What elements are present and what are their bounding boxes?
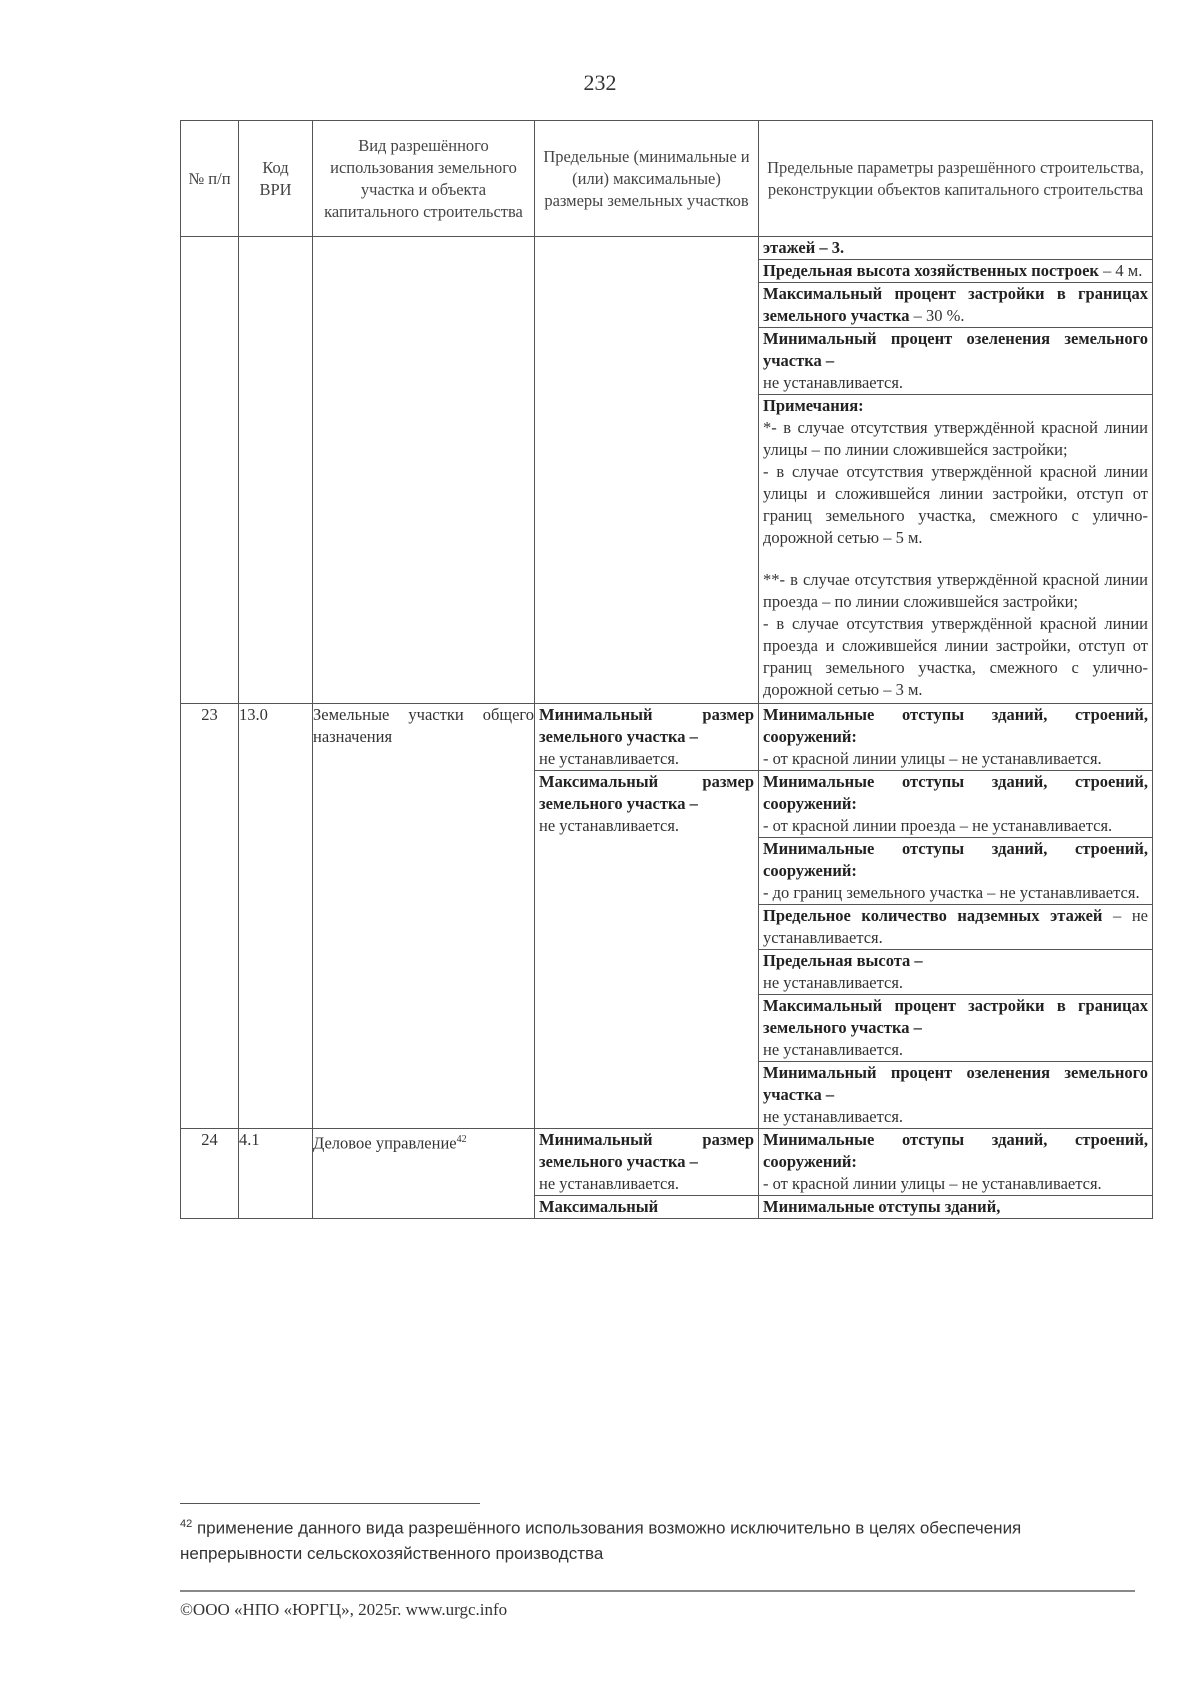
param-setback-border: Минимальные отступы зданий, строений, сооружений: - до границ земельного участка – не устанавливается. [759, 838, 1152, 905]
table-row-24 [181, 1129, 1153, 1219]
row-kind: Деловое управление$^{42}$ [313, 1129, 535, 1219]
sizes-cell [535, 704, 759, 1129]
param-floors-tail: этажей – 3. [759, 237, 1152, 260]
footnote: $^{42}$ применение данного вида разрешённого использования возможно исключительно в целях обеспечения непрерывности сельскохозяйственного производства [180, 1518, 1022, 1563]
params-cell [759, 704, 1153, 1129]
param-height: Предельная высота – не устанавливается. [759, 950, 1152, 995]
footnote-divider [180, 1503, 480, 1504]
table-row-23 [181, 704, 1153, 1129]
param-setback-street: Минимальные отступы зданий, строений, сооружений: - от красной линии улицы – не устанавливается. [759, 704, 1152, 771]
regulations-table [180, 120, 1153, 1219]
params-cell [759, 237, 1153, 704]
param-setback-cut: Минимальные отступы зданий, [763, 1197, 1001, 1216]
footer-copyright: ©ООО «НПО «ЮРГЦ», 2025г. www.urgc.info [180, 1600, 508, 1619]
note-4: - в случае отсутствия утверждённой красной линии проезда и сложившейся линии застройки, отступ от границ земельного участка, смежного с улично-дорожной сетью – 3 м. [763, 614, 1148, 699]
min-size: Минимальный размер земельного участка – не устанавливается. [535, 704, 758, 771]
notes [759, 395, 1152, 703]
sizes-cell [535, 1129, 759, 1219]
page-number: 232 [583, 70, 617, 95]
param-green-percent: Минимальный процент озеленения земельного участка – не устанавливается. [763, 1063, 1148, 1126]
header-code: Код ВРИ [239, 121, 313, 237]
params-cell [759, 1129, 1153, 1219]
table-row-continued [181, 237, 1153, 704]
note-2: - в случае отсутствия утверждённой красной линии улицы и сложившейся линии застройки, отступ от границ земельного участка, смежного с улично-дорожной сетью – 5 м. [763, 462, 1148, 547]
param-build-percent: Максимальный процент застройки в границах земельного участка – 30 %. [759, 283, 1152, 328]
header-kind: Вид разрешённого использования земельного участка и объекта капитального строительства [313, 121, 535, 237]
max-size: Максимальный [539, 1197, 659, 1216]
header-params: Предельные параметры разрешённого строительства, реконструкции объектов капитального строительства [759, 121, 1153, 237]
note-3: **- в случае отсутствия утверждённой красной линии проезда – по линии сложившейся застройки; [763, 570, 1148, 611]
footnote-ref: 42 [456, 1134, 467, 1145]
header-num: № п/п [181, 121, 239, 237]
note-1: *- в случае отсутствия утверждённой красной линии улицы – по линии сложившейся застройки; [763, 418, 1148, 459]
row-number: 23 [181, 704, 239, 1129]
min-size: Минимальный размер земельного участка – не устанавливается. [535, 1129, 758, 1196]
param-setback-street: Минимальные отступы зданий, строений, сооружений: - от красной линии улицы – не устанавливается. [759, 1129, 1152, 1196]
row-kind: Земельные участки общего назначения [313, 704, 535, 1129]
param-setback-driveway: Минимальные отступы зданий, строений, сооружений: - от красной линии проезда – не устанавливается. [759, 771, 1152, 838]
max-size: Максимальный размер земельного участка – не устанавливается. [539, 772, 754, 835]
table-header-row [181, 121, 1153, 237]
row-code: 4.1 [239, 1129, 313, 1219]
param-floors: Предельное количество надземных этажей – не устанавливается. [759, 905, 1152, 950]
footnote-mark: 42 [180, 1518, 193, 1530]
notes-title: Примечания: [763, 396, 864, 415]
row-number: 24 [181, 1129, 239, 1219]
param-build-percent: Максимальный процент застройки в границах земельного участка – не устанавливается. [759, 995, 1152, 1062]
header-sizes: Предельные (минимальные и (или) максимальные) размеры земельных участков [535, 121, 759, 237]
footer-divider [180, 1590, 1135, 1592]
row-code: 13.0 [239, 704, 313, 1129]
param-green-percent: Минимальный процент озеленения земельного участка – не устанавливается. [759, 328, 1152, 395]
param-outbuilding-height: Предельная высота хозяйственных построек – 4 м. [759, 260, 1152, 283]
